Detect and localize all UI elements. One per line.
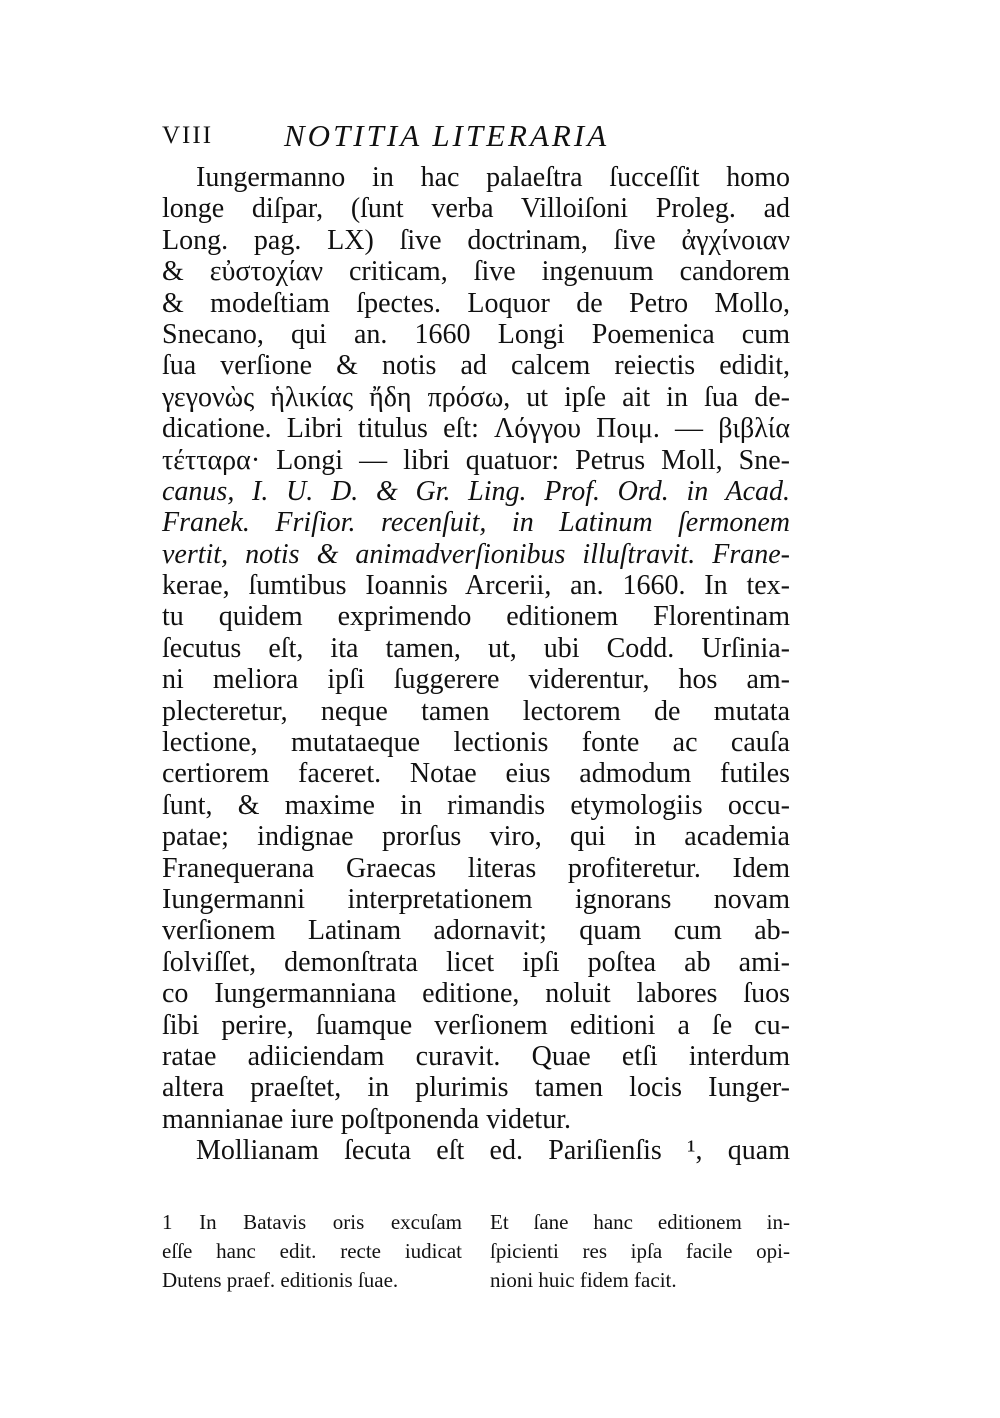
- body-line: Franequerana Graecas literas profiteretur. Idem: [162, 852, 790, 884]
- body-line: τέτταρα· Longi — libri quatuor: Petrus Moll, Sne-: [162, 444, 790, 476]
- body-line: Long. pag. LX) ſive doctrinam, ſive ἀγχίνοιαν: [162, 224, 790, 256]
- body-line: ſunt, & maxime in rimandis etymologiis occu-: [162, 789, 790, 821]
- body-line: canus, I. U. D. & Gr. Ling. Prof. Ord. in Acad.: [162, 475, 790, 507]
- body-line: ſua verſione & notis ad calcem reiectis edidit,: [162, 350, 790, 382]
- body-text: [162, 162, 790, 1167]
- body-line: co Iungermanniana editione, noluit labores ſuos: [162, 978, 790, 1010]
- footnote-line: ſpicienti res ipſa facile opi-: [490, 1239, 790, 1263]
- body-line: & εὐστοχίαν criticam, ſive ingenuum candorem: [162, 256, 790, 288]
- body-line: Snecano, qui an. 1660 Longi Poemenica cum: [162, 318, 790, 350]
- body-line: patae; indignae prorſus viro, qui in academia: [162, 821, 790, 853]
- body-line: ni meliora ipſi ſuggerere viderentur, hos am-: [162, 664, 790, 696]
- body-line: longe diſpar, (ſunt verba Villoiſoni Proleg. ad: [162, 193, 790, 225]
- running-title: NOTITIA LITERARIA: [284, 118, 610, 153]
- body-line: lectione, mutataeque lectionis fonte ac cauſa: [162, 727, 790, 759]
- page-header: [162, 118, 790, 162]
- body-line: ſecutus eſt, ita tamen, ut, ubi Codd. Urſinia-: [162, 632, 790, 664]
- footnote-column-right: [490, 1208, 790, 1295]
- footnote-line: Dutens praef. editionis ſuae.: [162, 1268, 399, 1292]
- body-line: tu quidem exprimendo editionem Florentinam: [162, 601, 790, 633]
- body-line: & modeſtiam ſpectes. Loquor de Petro Mollo,: [162, 287, 790, 319]
- body-line: Iungermanno in hac palaeſtra ſucceſſit homo: [196, 162, 790, 193]
- footnote-line: Et ſane hanc editionem in-: [490, 1210, 790, 1234]
- body-line: plecteretur, neque tamen lectorem de mutata: [162, 695, 790, 727]
- body-line: ſibi perire, ſuamque verſionem editioni a ſe cu-: [162, 1009, 790, 1041]
- footnote-line: 1 In Batavis oris excuſam: [162, 1210, 462, 1234]
- body-line: ſolviſſet, demonſtrata licet ipſi poſtea ab ami-: [162, 946, 790, 978]
- body-line: altera praeſtet, in plurimis tamen locis Iunger-: [162, 1072, 790, 1104]
- body-line: verſionem Latinam adornavit; quam cum ab-: [162, 915, 790, 947]
- body-line: Franek. Friſior. recenſuit, in Latinum ſermonem: [162, 507, 790, 539]
- page-number: VIII: [162, 122, 214, 149]
- footnote-column-left: [162, 1208, 462, 1295]
- body-line: Iungermanni interpretationem ignorans novam: [162, 883, 790, 915]
- body-line: Mollianam ſecuta eſt ed. Pariſienſis ¹, quam: [196, 1135, 790, 1167]
- book-page: [162, 118, 790, 1292]
- body-line: mannianae iure poſtponenda videtur.: [162, 1103, 571, 1135]
- body-line: ratae adiiciendam curavit. Quae etſi interdum: [162, 1040, 790, 1072]
- body-line: vertit, notis & animadverſionibus illuſtravit. Frane-: [162, 538, 790, 570]
- footnotes: [162, 1208, 790, 1295]
- body-line: certiorem faceret. Notae eius admodum futiles: [162, 758, 790, 790]
- footnote-line: nioni huic fidem facit.: [490, 1268, 677, 1292]
- body-line: γεγονὼς ἡλικίας ἤδη πρόσω, ut ipſe ait in ſua de-: [162, 381, 790, 413]
- body-line: kerae, ſumtibus Ioannis Arcerii, an. 1660. In tex-: [162, 570, 790, 602]
- footnote-line: eſſe hanc edit. recte iudicat: [162, 1239, 462, 1263]
- body-line: dicatione. Libri titulus eſt: Λόγγου Ποιμ. — βιβλία: [162, 413, 790, 445]
